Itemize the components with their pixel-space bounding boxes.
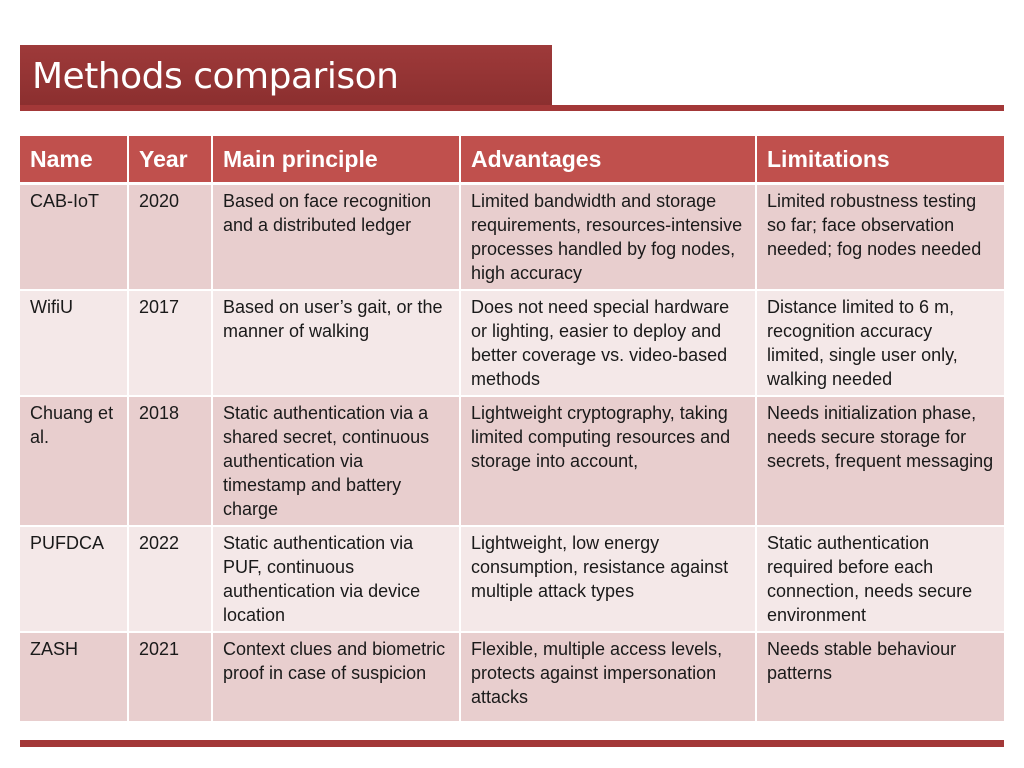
cell-year: 2018 <box>128 396 212 526</box>
slide-title: Methods comparison <box>32 56 399 97</box>
cell-year: 2022 <box>128 526 212 632</box>
cell-principle: Static authentication via a shared secret, continuous authentication via timestamp and battery charge <box>212 396 460 526</box>
table-row <box>20 632 1004 722</box>
cell-advantages: Flexible, multiple access levels, protects against impersonation attacks <box>460 632 756 722</box>
table-row <box>20 526 1004 632</box>
cell-name: ZASH <box>20 632 128 722</box>
cell-advantages: Limited bandwidth and storage requirements, resources-intensive processes handled by fog nodes, high accuracy <box>460 184 756 291</box>
header-main-principle: Main principle <box>212 136 460 184</box>
cell-principle: Based on user’s gait, or the manner of walking <box>212 290 460 396</box>
bottom-rule <box>20 740 1004 747</box>
cell-name: Chuang et al. <box>20 396 128 526</box>
cell-name: PUFDCA <box>20 526 128 632</box>
cell-advantages: Lightweight cryptography, taking limited computing resources and storage into account, <box>460 396 756 526</box>
title-bar <box>20 45 552 110</box>
cell-advantages: Does not need special hardware or lighting, easier to deploy and better coverage vs. video-based methods <box>460 290 756 396</box>
cell-principle: Based on face recognition and a distributed ledger <box>212 184 460 291</box>
cell-name: CAB-IoT <box>20 184 128 291</box>
header-limitations: Limitations <box>756 136 1004 184</box>
cell-limitations: Needs stable behaviour patterns <box>756 632 1004 722</box>
cell-limitations: Distance limited to 6 m, recognition accuracy limited, single user only, walking needed <box>756 290 1004 396</box>
cell-name: WifiU <box>20 290 128 396</box>
cell-limitations: Limited robustness testing so far; face observation needed; fog nodes needed <box>756 184 1004 291</box>
table-row <box>20 290 1004 396</box>
header-year: Year <box>128 136 212 184</box>
cell-year: 2020 <box>128 184 212 291</box>
table-row <box>20 396 1004 526</box>
header-advantages: Advantages <box>460 136 756 184</box>
top-rule <box>552 105 1004 111</box>
header-name: Name <box>20 136 128 184</box>
cell-principle: Context clues and biometric proof in case of suspicion <box>212 632 460 722</box>
table-header-row <box>20 136 1004 184</box>
cell-year: 2017 <box>128 290 212 396</box>
cell-advantages: Lightweight, low energy consumption, resistance against multiple attack types <box>460 526 756 632</box>
cell-limitations: Static authentication required before each connection, needs secure environment <box>756 526 1004 632</box>
cell-principle: Static authentication via PUF, continuous authentication via device location <box>212 526 460 632</box>
comparison-table <box>20 136 1004 723</box>
top-rule-left <box>20 105 552 111</box>
cell-year: 2021 <box>128 632 212 722</box>
cell-limitations: Needs initialization phase, needs secure storage for secrets, frequent messaging <box>756 396 1004 526</box>
table-row <box>20 184 1004 291</box>
